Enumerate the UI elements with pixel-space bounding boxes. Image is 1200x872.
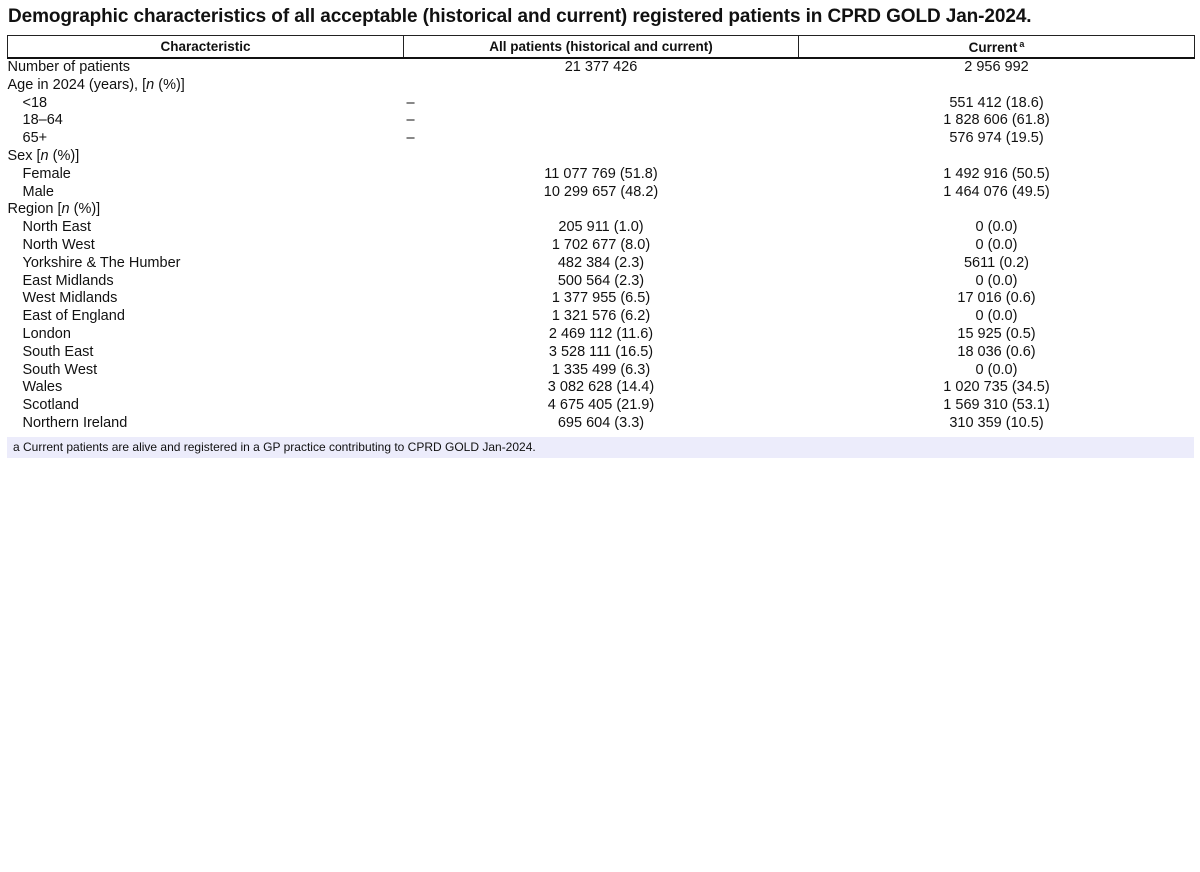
row-label: 18–64 [22, 112, 63, 129]
group-row-region [8, 201, 1195, 219]
header-characteristic: Characteristic [8, 36, 404, 59]
table-row [8, 415, 1195, 433]
table-row [8, 58, 1195, 77]
cell-current: 0 (0.0) [975, 236, 1018, 253]
cell-current: 0 (0.0) [975, 219, 1018, 236]
row-label: 65+ [22, 130, 48, 147]
cell-current: 18 036 (0.6) [957, 343, 1036, 360]
table-title: Demographic characteristics of all acceptable (historical and current) registered patients in CPRD GOLD Jan-2024. [8, 6, 1032, 27]
cell-all: 21 377 426 [564, 59, 638, 75]
group-row-sex [8, 148, 1195, 166]
row-label: North West [22, 236, 95, 253]
group-row-age [8, 77, 1195, 95]
cell-current: 576 974 (19.5) [949, 130, 1044, 147]
table-row [8, 379, 1195, 397]
header-current [799, 36, 1195, 59]
table-row [8, 397, 1195, 415]
row-label: Yorkshire & The Humber [22, 254, 181, 271]
row-label: South West [22, 361, 98, 378]
row-label: North East [22, 219, 91, 236]
row-label: <18 [22, 94, 48, 111]
table-row [8, 308, 1195, 326]
row-label: East Midlands [22, 272, 114, 289]
group-label-age: Age in 2024 (years), [n (%)] [7, 76, 185, 93]
table-row [8, 237, 1195, 255]
demographics-table [7, 35, 1195, 433]
table-row [8, 166, 1195, 184]
cell-all: 500 564 (2.3) [557, 272, 645, 289]
cell-all: – [406, 130, 415, 147]
row-label: East of England [22, 308, 125, 325]
cell-all: – [406, 112, 415, 129]
row-label: Scotland [22, 397, 79, 414]
table-row [8, 184, 1195, 202]
cell-current: 1 464 076 (49.5) [943, 183, 1050, 200]
table-row [8, 290, 1195, 308]
group-label-region: Region [n (%)] [7, 201, 101, 218]
row-label: London [22, 325, 71, 342]
table-row [8, 95, 1195, 113]
row-label: West Midlands [22, 290, 118, 307]
header-current-label: Current [968, 39, 1018, 55]
table-row [8, 362, 1195, 380]
group-label-sex: Sex [n (%)] [7, 147, 80, 164]
table-row [8, 219, 1195, 237]
cell-all: 2 469 112 (11.6) [548, 325, 654, 342]
cell-all: 1 377 955 (6.5) [551, 290, 651, 307]
row-label: Northern Ireland [22, 414, 128, 431]
cell-current: 5611 (0.2) [963, 254, 1030, 271]
cell-current: 1 569 310 (53.1) [943, 397, 1050, 414]
footnote-marker: a [1019, 38, 1025, 49]
cell-current: 1 020 735 (34.5) [943, 379, 1050, 396]
cell-all: 482 384 (2.3) [557, 254, 645, 271]
cell-all: 10 299 657 (48.2) [543, 183, 659, 200]
cell-current: 15 925 (0.5) [957, 325, 1036, 342]
cell-current: 0 (0.0) [975, 308, 1018, 325]
cell-all: 1 335 499 (6.3) [551, 361, 651, 378]
cell-all: 205 911 (1.0) [558, 219, 644, 236]
cell-all: – [406, 94, 415, 111]
table-footnote: a Current patients are alive and registered in a GP practice contributing to CPRD GOLD Jan-2024. [7, 437, 1194, 458]
cell-all: 1 321 576 (6.2) [551, 308, 651, 325]
header-all-patients: All patients (historical and current) [404, 36, 799, 59]
cell-current: 551 412 (18.6) [949, 94, 1044, 111]
table-row [8, 130, 1195, 148]
cell-current: 310 359 (10.5) [949, 414, 1044, 431]
table-row [8, 344, 1195, 362]
table-header-row [8, 36, 1195, 59]
cell-current: 17 016 (0.6) [957, 290, 1036, 307]
row-label: Number of patients [7, 59, 131, 75]
table-row [8, 255, 1195, 273]
cell-all: 3 082 628 (14.4) [547, 379, 655, 396]
row-label: Wales [22, 379, 63, 396]
table-row [8, 326, 1195, 344]
cell-all: 11 077 769 (51.8) [544, 165, 658, 182]
row-label: Male [22, 183, 54, 200]
cell-current: 0 (0.0) [975, 272, 1018, 289]
cell-current: 0 (0.0) [975, 361, 1018, 378]
cell-current: 2 956 992 [964, 59, 1029, 75]
row-label: Female [22, 165, 71, 182]
row-label: South East [22, 343, 94, 360]
cell-current: 1 492 916 (50.5) [943, 165, 1050, 182]
table-row [8, 273, 1195, 291]
table-row [8, 112, 1195, 130]
cell-current: 1 828 606 (61.8) [943, 112, 1050, 129]
cell-all: 695 604 (3.3) [557, 414, 645, 431]
cell-all: 1 702 677 (8.0) [551, 236, 651, 253]
cell-all: 3 528 111 (16.5) [548, 343, 654, 360]
cell-all: 4 675 405 (21.9) [547, 397, 655, 414]
